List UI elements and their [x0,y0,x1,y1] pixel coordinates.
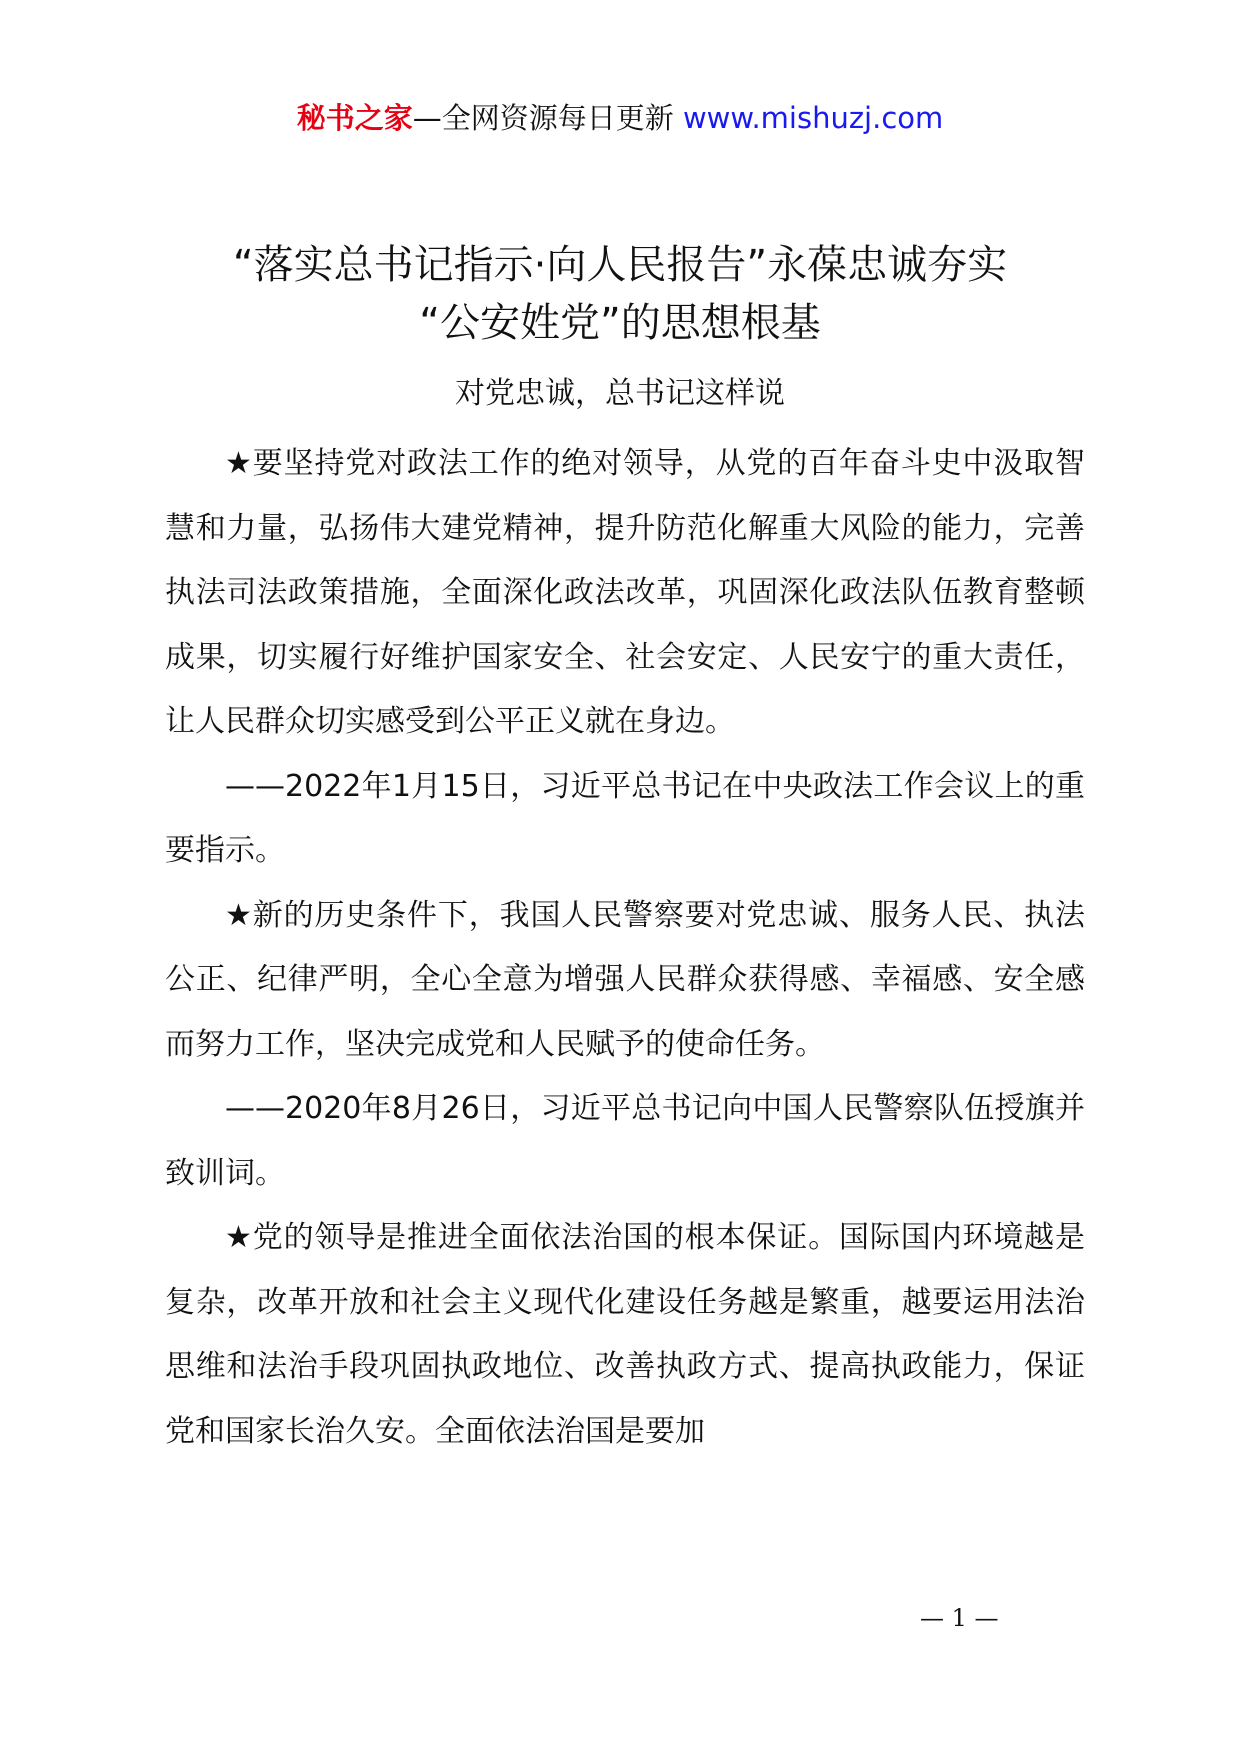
site-brand: 秘书之家 [296,101,413,135]
paragraph-quote-2: ★新的历史条件下，我国人民警察要对党忠诚、服务人民、执法公正、纪律严明，全心全意为增强人民群众获得感、幸福感、安全感而努力工作，坚决完成党和人民赋予的使命任务。 [165,897,1085,1062]
document-title [100,236,1140,352]
paragraph-source-1: ——2022年1月15日，习近平总书记在中央政法工作会议上的重要指示。 [165,768,1085,868]
page-number: — 1 — [920,1604,999,1632]
paragraph-quote-1: ★要坚持党对政法工作的绝对领导，从党的百年奋斗史中汲取智慧和力量，弘扬伟大建党精神，提升防范化解重大风险的能力，完善执法司法政策措施，全面深化政法改革，巩固深化政法队伍教育整顿成果，切实履行好维护国家安全、社会安定、人民安宁的重大责任，让人民群众切实感受到公平正义就在身边。 [165,446,1085,739]
document-body [165,432,1085,1464]
site-url-link[interactable]: www.mishuzj.com [682,101,944,135]
site-tagline: —全网资源每日更新 [412,101,674,135]
site-header [0,98,1240,138]
paragraph-quote-3: ★党的领导是推进全面依法治国的根本保证。国际国内环境越是复杂，改革开放和社会主义现代化建设任务越是繁重，越要运用法治思维和法治手段巩固执政地位、改善执政方式、提高执政能力，保证党和国家长治久安。全面依法治国是要加 [165,1220,1085,1449]
paragraph-source-2: ——2020年8月26日，习近平总书记向中国人民警察队伍授旗并致训词。 [165,1091,1085,1191]
title-line-2: “公安姓党”的思想根基 [419,300,821,346]
document-subtitle: 对党忠诚，总书记这样说 [455,376,785,411]
title-line-1: “落实总书记指示·向人民报告”永葆忠诚夯实 [232,242,1008,288]
